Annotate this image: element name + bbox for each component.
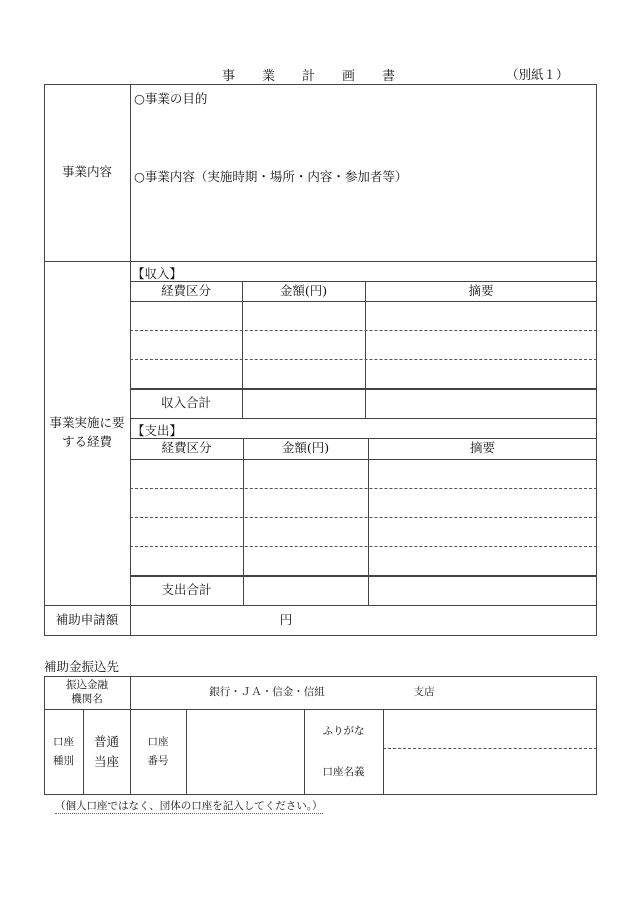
outgo-col-notes: 摘要: [469, 440, 495, 456]
income-col-amount: 金額(円): [279, 282, 328, 298]
institution-label-line2: 機関名: [71, 692, 103, 705]
outgo-row[interactable]: [130, 517, 597, 518]
account-type-label-line1: 口座: [53, 736, 74, 749]
income-heading: 【収入】: [132, 266, 183, 281]
content-label: 事業内容: [61, 164, 112, 180]
bank-types[interactable]: 銀行・ＪＡ・信金・信組: [209, 685, 325, 698]
account-number-field[interactable]: [187, 710, 303, 794]
purpose-field[interactable]: ○事業の目的: [134, 91, 208, 106]
furigana-field[interactable]: [384, 710, 596, 747]
outgo-heading: 【支出】: [132, 423, 183, 438]
details-field[interactable]: ○事業内容（実施時期・場所・内容・参加者等）: [134, 169, 408, 184]
income-row[interactable]: [130, 359, 597, 360]
account-number-label-line1: 口座: [147, 736, 169, 749]
income-col-category: 経費区分: [160, 282, 211, 298]
outgo-col-category: 経費区分: [161, 440, 212, 456]
expenses-label-line1: 事業実施に要: [49, 415, 125, 431]
account-type-options[interactable]: [83, 709, 130, 795]
account-name-label: 口座名義: [322, 766, 365, 779]
furigana-label: ふりがな: [322, 725, 365, 738]
transfer-note: （個人口座ではなく、団体の口座を記入してください。）: [55, 800, 323, 812]
account-number-label-line2: 番号: [147, 755, 169, 767]
income-col-notes: 摘要: [468, 282, 494, 298]
institution-label: [44, 676, 130, 709]
outgo-total-label: 支出合計: [161, 582, 212, 598]
expenses-label-line2: する経費: [61, 434, 112, 449]
account-number-label: [130, 709, 186, 795]
subsidy-label: 補助申請額: [55, 612, 119, 628]
outgo-row[interactable]: [130, 488, 597, 489]
account-type-label-line2: 種別: [53, 755, 74, 767]
account-type-label: [44, 709, 83, 795]
transfer-heading: 補助金振込先: [44, 659, 120, 674]
income-total-label: 収入合計: [160, 395, 211, 411]
outgo-col-amount: 金額(円): [281, 440, 330, 456]
branch-label: 支店: [413, 685, 435, 698]
page-title: 事業計画書: [222, 69, 423, 84]
account-type-ordinary[interactable]: 普通: [93, 734, 119, 749]
outgo-row[interactable]: [130, 546, 597, 547]
income-row[interactable]: [130, 330, 597, 331]
annex-label: （別紙１）: [506, 67, 569, 82]
expenses-label: [44, 261, 130, 605]
subsidy-unit: 円: [279, 612, 293, 628]
institution-label-line1: 振込金融: [66, 678, 108, 691]
account-name-field[interactable]: [384, 749, 596, 794]
account-type-checking[interactable]: 当座: [93, 754, 119, 769]
